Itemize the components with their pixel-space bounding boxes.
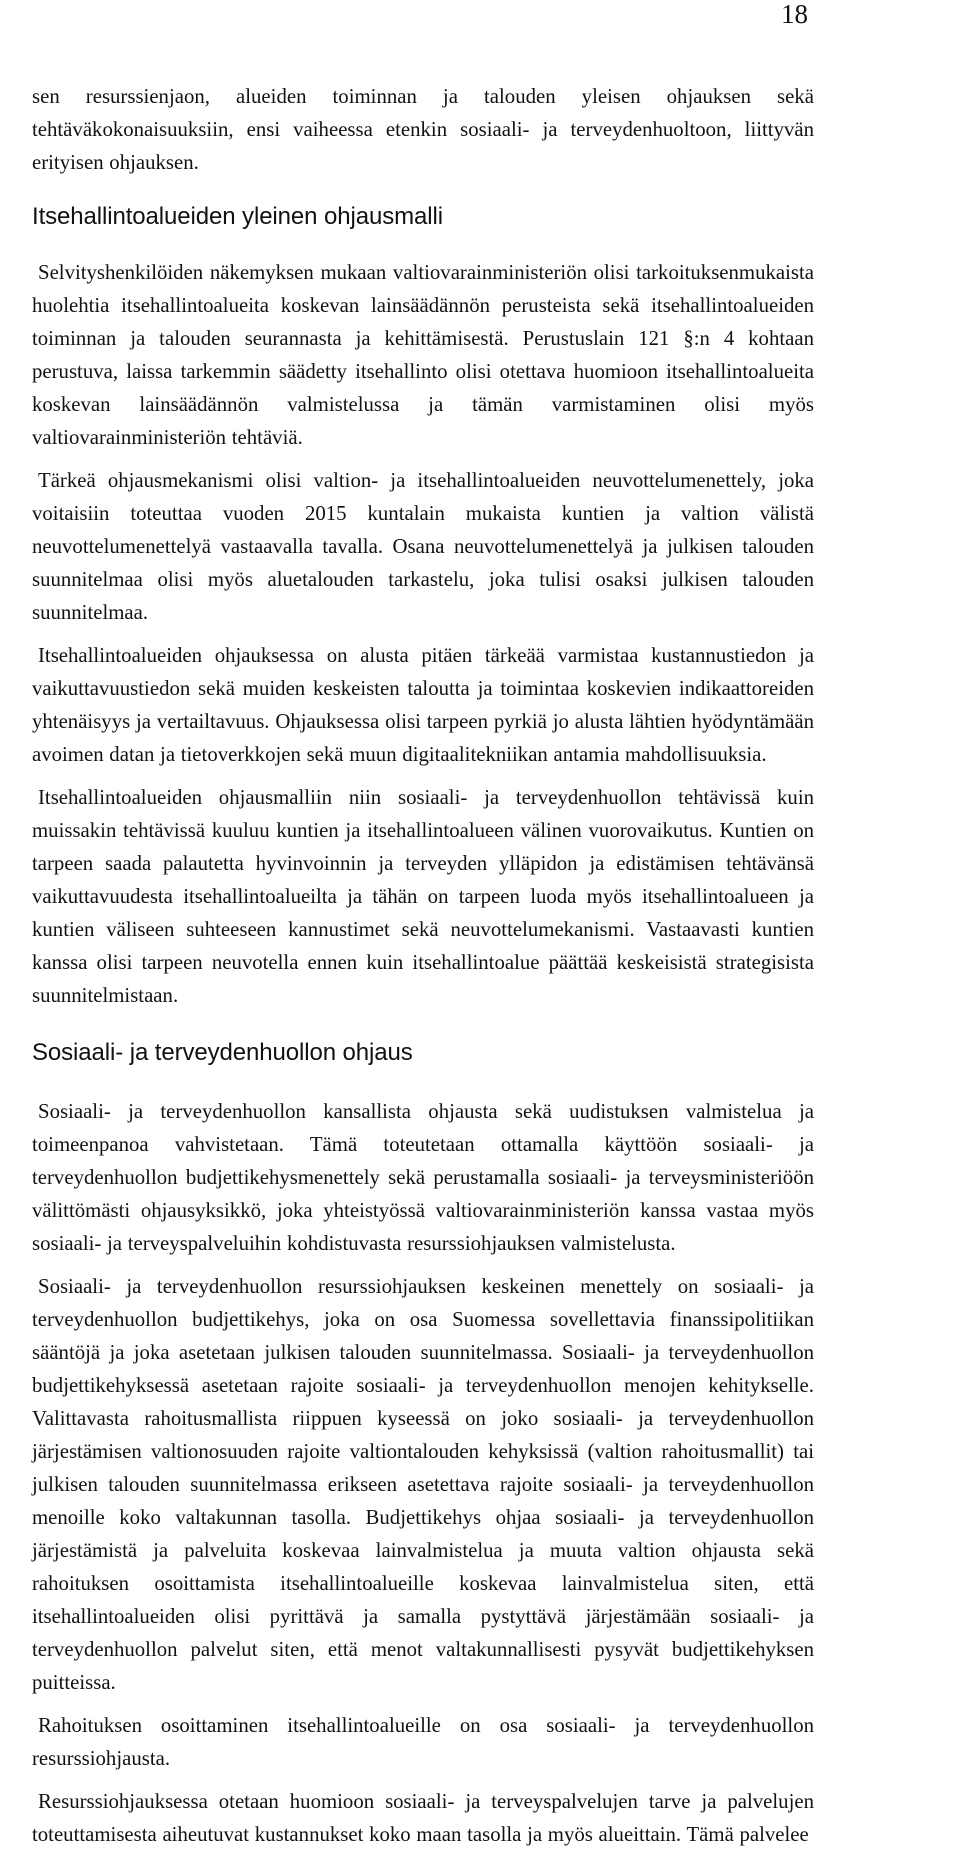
- paragraph: Itsehallintoalueiden ohjausmalliin niin sosiaali- ja terveydenhuollon tehtävissä kuin muissakin tehtävissä kuuluu kuntien ja itsehallintoalueen välinen vuorovaikutus. Kuntien on tarpeen saada palautetta hyvinvoinnin ja terveyden ylläpidon ja edistämisen tehtävänsä vaikuttavuudesta itsehallintoalueilta ja tähän on tarpeen luoda myös itsehallintoalueen ja kuntien väliseen suhteeseen kannustimet sekä neuvottelumekanismi. Vastaavasti kuntien kanssa olisi tarpeen neuvotella ennen kuin itsehallintoalue päättää keskeisistä strategisista suunnitelmistaan.: [32, 786, 814, 1007]
- paragraph: Resurssiohjauksessa otetaan huomioon sosiaali- ja terveyspalvelujen tarve ja palvelujen toteuttamisesta aiheutuvat kustannukset koko maan tasolla ja myös alueittain. Tämä palvelee: [32, 1790, 814, 1846]
- paragraph-continuation: sen resurssienjaon, alueiden toiminnan ja talouden yleisen ohjauksen sekä tehtäväkokonaisuuksiin, ensi vaiheessa etenkin sosiaali- ja terveydenhuoltoon, liittyvän erityisen ohjauksen.: [32, 85, 814, 174]
- document-body: [32, 80, 814, 1851]
- section-heading-ohjausmalli: Itsehallintoalueiden yleinen ohjausmalli: [32, 203, 443, 230]
- paragraph: Selvityshenkilöiden näkemyksen mukaan valtiovarainministeriön olisi tarkoituksenmukaista huolehtia itsehallintoalueita koskevan lainsäädännön perusteista sekä itsehallintoalueiden toiminnan ja talouden seurannasta ja kehittämisestä. Perustuslain 121 §:n 4 kohtaan perustuva, laissa tarkemmin säädetty itsehallinto olisi otettava huomioon itsehallintoalueita koskevan lainsäädännön valmistelussa ja tämän varmistaminen olisi myös valtiovarainministeriön tehtäviä.: [32, 261, 814, 449]
- page-number: 18: [781, 0, 808, 29]
- paragraph: Sosiaali- ja terveydenhuollon kansallista ohjausta sekä uudistuksen valmistelua ja toimeenpanoa vahvistetaan. Tämä toteutetaan ottamalla käyttöön sosiaali- ja terveydenhuollon budjettikehysmenettely sekä perustamalla sosiaali- ja terveysministeriöön välittömästi ohjausyksikkö, joka yhteistyössä valtiovarainministeriön kanssa vastaa myös sosiaali- ja terveyspalveluihin kohdistuvasta resurssiohjauksen valmistelusta.: [32, 1100, 814, 1255]
- paragraph: Tärkeä ohjausmekanismi olisi valtion- ja itsehallintoalueiden neuvottelumenettely, joka voitaisiin toteuttaa vuoden 2015 kuntalain mukaista kuntien ja valtion välistä neuvottelumenettelyä vastaavalla tavalla. Osana neuvottelumenettelyä ja julkisen talouden suunnitelmaa olisi myös aluetalouden tarkastelu, joka tulisi osaksi julkisen talouden suunnitelmaa.: [32, 469, 814, 624]
- paragraph: Rahoituksen osoittaminen itsehallintoalueille on osa sosiaali- ja terveydenhuollon resurssiohjausta.: [32, 1714, 814, 1770]
- section-heading-sote-ohjaus: Sosiaali- ja terveydenhuollon ohjaus: [32, 1039, 413, 1066]
- paragraph: Sosiaali- ja terveydenhuollon resurssiohjauksen keskeinen menettely on sosiaali- ja terveydenhuollon budjettikehys, joka on osa Suomessa sovellettavia finanssipolitiikan sääntöjä ja joka asetetaan julkisen talouden suunnitelmassa. Sosiaali- ja terveydenhuollon budjettikehyksessä asetetaan rajoite sosiaali- ja terveydenhuollon menojen kehitykselle. Valittavasta rahoitusmallista riippuen kyseessä on joko sosiaali- ja terveydenhuollon järjestämisen valtionosuuden rajoite valtiontalouden kehyksissä (valtion rahoitusmallit) tai julkisen talouden suunnitelmassa erikseen asetettava rajoite sosiaali- ja terveydenhuollon menoille koko valtakunnan tasolla. Budjettikehys ohjaa sosiaali- ja terveydenhuollon järjestämistä ja palveluita koskevaa lainvalmistelua ja muuta valtion ohjausta sekä rahoituksen osoittamista itsehallintoalueille koskevaa lainvalmistelua siten, että itsehallintoalueiden olisi pyrittävä ja samalla pystyttävä järjestämään sosiaali- ja terveydenhuollon palvelut siten, että menot valtakunnallisesti pysyvät budjettikehyksen puitteissa.: [32, 1275, 814, 1694]
- paragraph: Itsehallintoalueiden ohjauksessa on alusta pitäen tärkeää varmistaa kustannustiedon ja vaikuttavuustiedon sekä muiden keskeisten taloutta ja toimintaa koskevien indikaattoreiden yhtenäisyys ja vertailtavuus. Ohjauksessa olisi tarpeen pyrkiä jo alusta lähtien hyödyntämään avoimen datan ja tietoverkkojen sekä muun digitaalitekniikan antamia mahdollisuuksia.: [32, 644, 814, 766]
